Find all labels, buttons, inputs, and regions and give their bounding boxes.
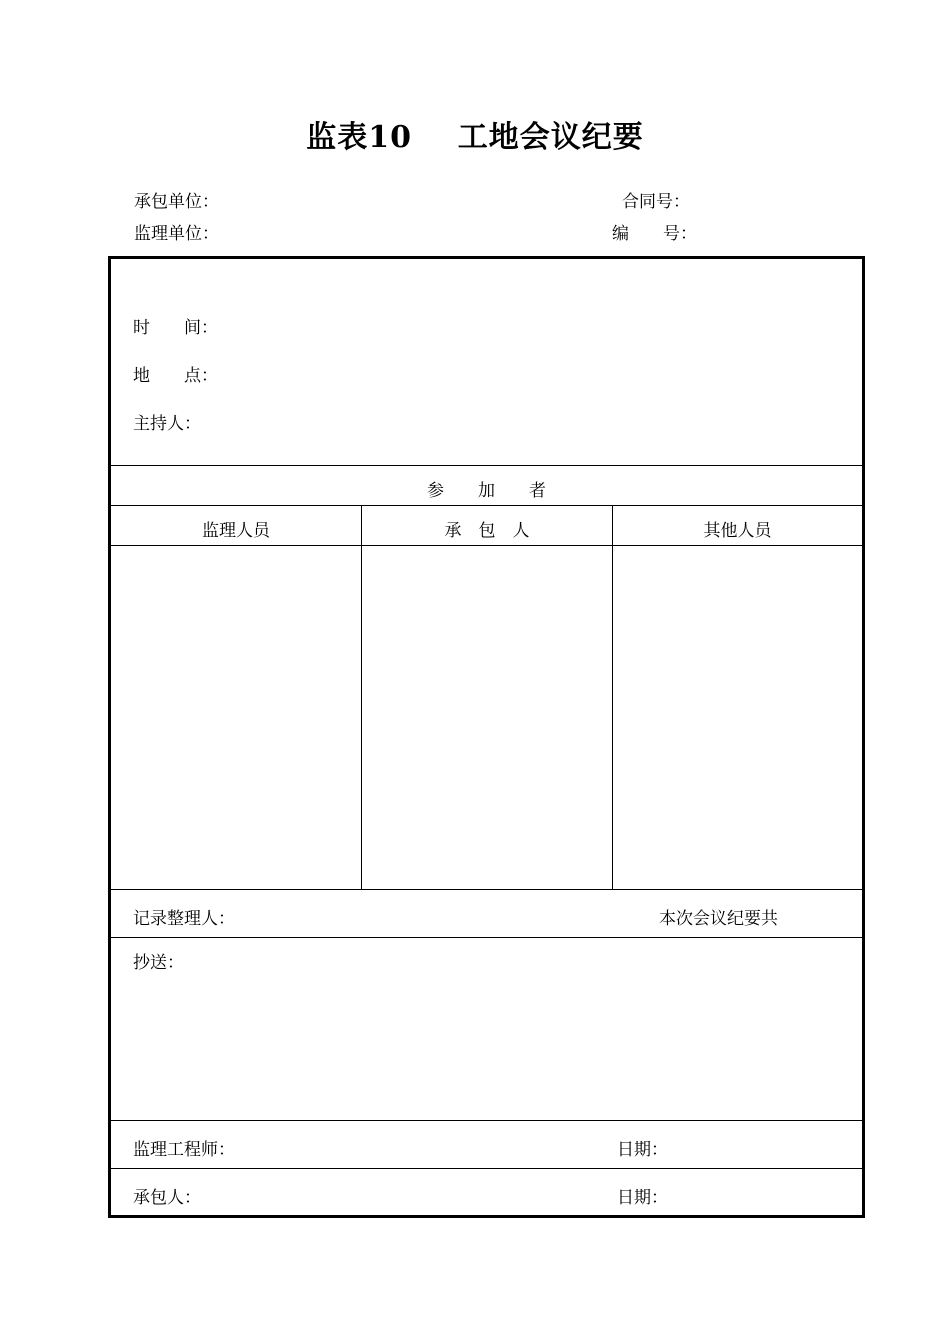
contract-number-label: 合同号： (622, 192, 690, 212)
others-entry-area[interactable] (613, 546, 862, 889)
host-label: 主持人： (133, 414, 201, 434)
serial-number-label: 编 号： (612, 224, 697, 244)
divider (111, 505, 862, 506)
supervisors-entry-area[interactable] (111, 546, 361, 889)
cc-label: 抄送： (133, 953, 184, 973)
engineer-signature-label: 监理工程师： (133, 1140, 235, 1160)
summary-page-count-label: 本次会议纪要共 (659, 909, 778, 929)
divider (111, 889, 862, 890)
page-title: 监表10 工地会议纪要 (306, 120, 644, 155)
column-header-others: 其他人员 (703, 521, 772, 541)
participants-heading: 参 加 者 (427, 481, 546, 501)
divider (111, 1168, 862, 1169)
divider (111, 1120, 862, 1121)
place-label: 地 点： (133, 366, 218, 386)
meeting-minutes-form (108, 256, 865, 1218)
contractor-signature-label: 承包人： (133, 1188, 201, 1208)
supervisor-unit-label: 监理单位： (134, 224, 219, 244)
time-label: 时 间： (133, 318, 218, 338)
contractor-date-label: 日期： (617, 1188, 668, 1208)
column-header-supervisors: 监理人员 (202, 521, 270, 541)
contractor-entry-area[interactable] (362, 546, 612, 889)
divider (111, 937, 862, 938)
divider (111, 465, 862, 466)
contractor-unit-label: 承包单位： (134, 192, 219, 212)
recorder-label: 记录整理人： (133, 909, 235, 929)
engineer-date-label: 日期： (617, 1140, 668, 1160)
column-header-contractor: 承 包 人 (444, 521, 530, 541)
